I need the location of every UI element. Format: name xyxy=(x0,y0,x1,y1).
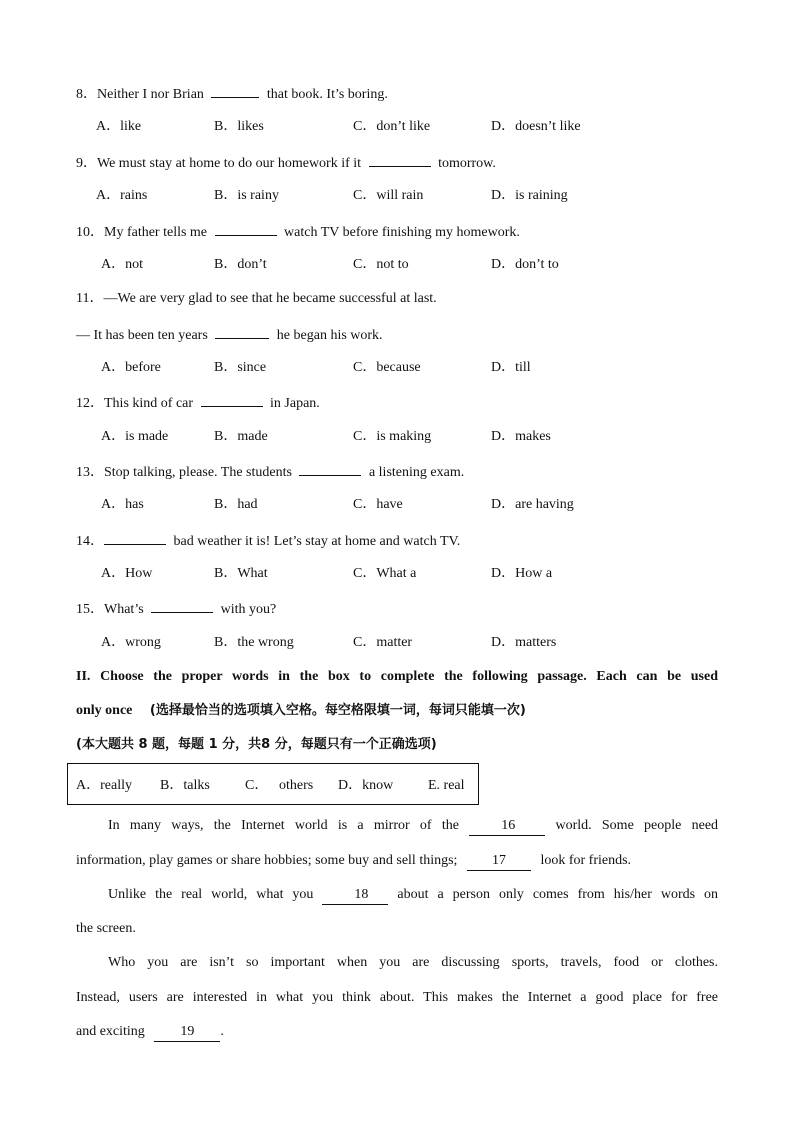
option-b: B．made xyxy=(214,429,268,444)
passage-text: look for friends. xyxy=(540,853,632,868)
question-11 xyxy=(76,289,437,309)
passage-text: about a person only comes from his/her words on xyxy=(397,887,719,902)
question-13 xyxy=(76,461,464,483)
word-option-c-label: C． xyxy=(245,778,269,793)
passage-line-1 xyxy=(76,816,718,836)
option-b: B．likes xyxy=(214,119,264,134)
question-text: 10．My father tells me xyxy=(76,225,208,240)
option-d: D．makes xyxy=(491,429,551,444)
question-8 xyxy=(76,83,388,105)
passage-text: Unlike the real world, what you xyxy=(108,887,314,902)
answer-blank xyxy=(369,152,431,167)
option-a: A．not xyxy=(101,257,143,272)
answer-blank-17: 17 xyxy=(467,852,531,871)
answer-blank xyxy=(201,392,263,407)
option-a: A．like xyxy=(96,119,142,134)
option-b: B．since xyxy=(214,360,267,375)
option-c: C．don’t like xyxy=(353,119,431,134)
question-9 xyxy=(76,152,496,174)
option-a: A．wrong xyxy=(101,635,161,650)
section-2-scoring-note: (本大题共 8 题，每题 1 分，共8 分，每题只有一个正确选项) xyxy=(76,737,437,752)
passage-text: In many ways, the Internet world is a mirror of the xyxy=(108,818,459,833)
option-d: D．is raining xyxy=(491,188,568,203)
word-option-b: B．talks xyxy=(160,778,210,793)
word-option-a: A．really xyxy=(76,778,132,793)
passage-text: and exciting xyxy=(76,1024,145,1039)
passage-text: world. Some people need xyxy=(555,818,719,833)
word-option-e: E. real xyxy=(428,778,465,793)
passage-text: . xyxy=(220,1024,224,1039)
passage-line-2 xyxy=(76,851,631,871)
answer-blank xyxy=(211,83,259,98)
option-b: B．had xyxy=(214,497,258,512)
word-option-d: D．know xyxy=(338,778,394,793)
word-option-c: others xyxy=(279,778,314,793)
option-d: D．doesn’t like xyxy=(491,119,581,134)
question-text: — It has been ten years xyxy=(76,328,208,343)
question-11-reply xyxy=(76,324,383,346)
option-c: C．have xyxy=(353,497,403,512)
option-c: C．will rain xyxy=(353,188,424,203)
option-a: A．is made xyxy=(101,429,169,444)
question-text: 13．Stop talking, please. The students xyxy=(76,465,292,480)
answer-blank xyxy=(215,221,277,236)
question-text: that book. It’s boring. xyxy=(266,87,388,102)
passage-text: information, play games or share hobbies; some buy and sell things; xyxy=(76,853,458,868)
question-text: in Japan. xyxy=(270,396,320,411)
section-2-title: II. Choose the proper words in the box to complete the following passage. Each can be used xyxy=(76,669,718,684)
question-text: 15．What’s xyxy=(76,602,144,617)
question-text: tomorrow. xyxy=(438,156,496,171)
answer-blank xyxy=(215,324,269,339)
option-b: B．is rainy xyxy=(214,188,279,203)
question-10 xyxy=(76,221,520,243)
passage-line-4: the screen. xyxy=(76,921,136,936)
question-text: he began his work. xyxy=(276,328,383,343)
passage-line-5: Who you are isn’t so important when you are discussing sports, travels, food or clothes. xyxy=(108,955,718,970)
option-d: D．How a xyxy=(491,566,553,581)
option-c: C．because xyxy=(353,360,421,375)
option-a: A．How xyxy=(101,566,153,581)
question-14 xyxy=(76,530,460,552)
option-d: D．till xyxy=(491,360,531,375)
question-text: 14． xyxy=(76,534,104,549)
question-text: 8．Neither I nor Brian xyxy=(76,87,204,102)
passage-line-7 xyxy=(76,1022,224,1042)
question-text: with you? xyxy=(220,602,277,617)
option-c: C．is making xyxy=(353,429,432,444)
question-text: bad weather it is! Let’s stay at home and watch TV. xyxy=(173,534,461,549)
question-15 xyxy=(76,598,276,620)
option-b: B．What xyxy=(214,566,268,581)
answer-blank xyxy=(299,461,361,476)
question-12 xyxy=(76,392,320,414)
option-c: C．What a xyxy=(353,566,417,581)
section-2-title-en: only once xyxy=(76,703,133,718)
answer-blank xyxy=(104,530,166,545)
answer-blank-18: 18 xyxy=(322,886,388,905)
question-text: 9．We must stay at home to do our homework if it xyxy=(76,156,362,171)
answer-blank-19: 19 xyxy=(154,1023,220,1042)
passage-line-6: Instead, users are interested in what you think about. This makes the Internet a good place for free xyxy=(76,990,718,1005)
answer-blank-16: 16 xyxy=(469,817,545,836)
question-text: 11．—We are very glad to see that he became successful at last. xyxy=(76,291,437,306)
option-c: C．not to xyxy=(353,257,409,272)
option-b: B．the wrong xyxy=(214,635,294,650)
section-2-title-cont xyxy=(76,701,526,721)
option-d: D．are having xyxy=(491,497,574,512)
question-text: watch TV before finishing my homework. xyxy=(284,225,520,240)
section-2-instruction-cn: (选择最恰当的选项填入空格。每空格限填一词，每词只能填一次) xyxy=(149,703,526,718)
option-b: B．don’t xyxy=(214,257,267,272)
option-a: A．before xyxy=(101,360,161,375)
option-a: A．rains xyxy=(96,188,148,203)
question-text: a listening exam. xyxy=(368,465,465,480)
passage-line-3 xyxy=(76,885,718,905)
option-d: D．don’t to xyxy=(491,257,559,272)
option-d: D．matters xyxy=(491,635,557,650)
answer-blank xyxy=(151,598,213,613)
option-c: C．matter xyxy=(353,635,413,650)
question-text: 12．This kind of car xyxy=(76,396,194,411)
option-a: A．has xyxy=(101,497,144,512)
